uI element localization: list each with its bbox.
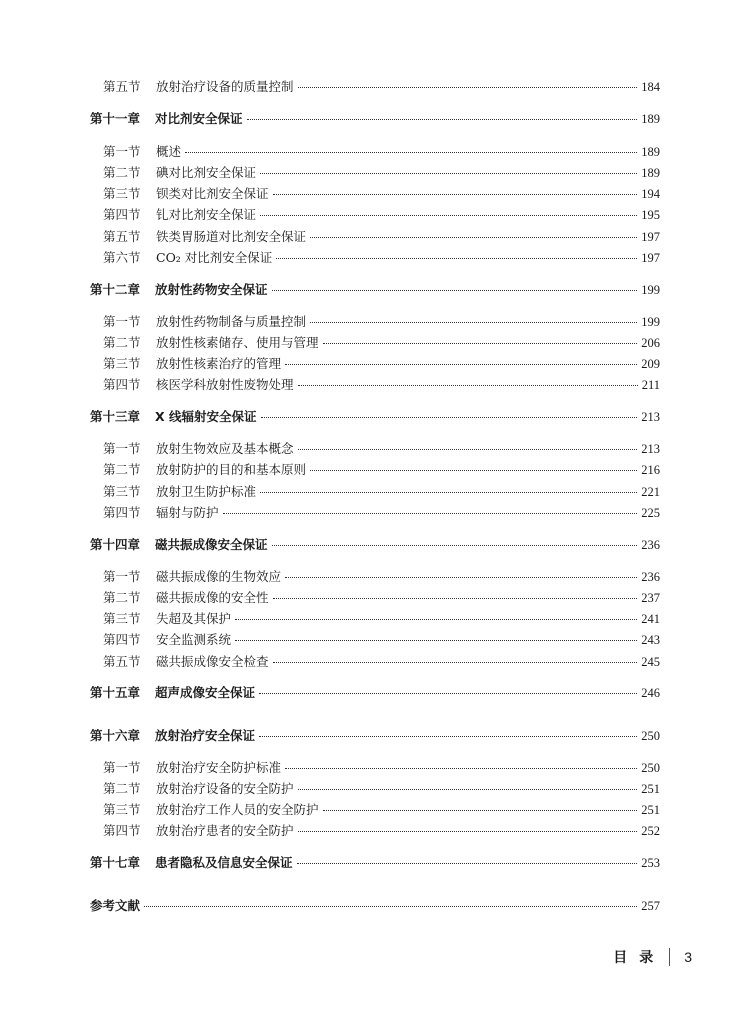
dot-leader bbox=[323, 333, 638, 344]
entry-title: CO₂ 对比剂安全保证 bbox=[156, 250, 273, 265]
entry-page-number: 213 bbox=[641, 442, 660, 456]
toc-entry[interactable] bbox=[103, 590, 660, 606]
entry-number: 第四节 bbox=[103, 207, 141, 222]
dot-leader bbox=[247, 109, 638, 120]
entry-page-number: 250 bbox=[641, 761, 660, 775]
entry-title: 铁类胃肠道对比剂安全保证 bbox=[156, 229, 307, 244]
entry-page-number: 195 bbox=[641, 208, 660, 222]
entry-page-number: 252 bbox=[641, 824, 660, 838]
dot-leader bbox=[273, 588, 638, 599]
toc-chapter-entry[interactable] bbox=[90, 282, 660, 298]
entry-title: 放射性核素储存、使用与管理 bbox=[156, 335, 319, 350]
toc-entry[interactable] bbox=[103, 335, 660, 351]
dot-leader bbox=[273, 652, 638, 663]
chapter-page-number: 189 bbox=[641, 112, 660, 126]
references-page-number: 257 bbox=[641, 899, 660, 913]
toc-chapter-entry[interactable] bbox=[90, 409, 660, 425]
toc-entry[interactable] bbox=[103, 377, 660, 393]
entry-title: 碘对比剂安全保证 bbox=[156, 165, 257, 180]
dot-leader bbox=[261, 407, 638, 418]
entry-page-number: 236 bbox=[641, 570, 660, 584]
entry-number: 第五节 bbox=[103, 654, 141, 669]
toc-entry[interactable] bbox=[103, 165, 660, 181]
entry-page-number: 206 bbox=[641, 336, 660, 350]
dot-leader bbox=[235, 630, 637, 641]
dot-leader bbox=[310, 227, 637, 238]
entry-page-number: 199 bbox=[641, 315, 660, 329]
chapter-number: 第十二章 bbox=[90, 282, 141, 297]
entry-title: 放射生物效应及基本概念 bbox=[156, 441, 294, 456]
footer-divider bbox=[669, 948, 670, 966]
toc-entry[interactable] bbox=[103, 505, 660, 521]
entry-title: 概述 bbox=[156, 144, 182, 159]
toc-entry[interactable] bbox=[103, 441, 660, 457]
entry-page-number: 237 bbox=[641, 591, 660, 605]
chapter-page-number: 236 bbox=[641, 538, 660, 552]
chapter-number: 第十六章 bbox=[90, 728, 141, 743]
toc-chapter-entry[interactable] bbox=[90, 685, 660, 701]
entry-title: 放射治疗安全防护标准 bbox=[156, 760, 282, 775]
dot-leader bbox=[273, 184, 638, 195]
entry-number: 第四节 bbox=[103, 632, 141, 647]
dot-leader bbox=[259, 726, 637, 737]
entry-number: 第四节 bbox=[103, 823, 141, 838]
toc-entry[interactable] bbox=[103, 356, 660, 372]
dot-leader bbox=[260, 482, 637, 493]
entry-title: 放射治疗工作人员的安全防护 bbox=[156, 802, 319, 817]
entry-page-number: 251 bbox=[641, 803, 660, 817]
entry-title: 放射治疗设备的质量控制 bbox=[156, 79, 294, 94]
entry-title: 放射治疗设备的安全防护 bbox=[156, 781, 294, 796]
entry-title: 磁共振成像的安全性 bbox=[156, 590, 269, 605]
entry-number: 第五节 bbox=[103, 229, 141, 244]
entry-number: 第一节 bbox=[103, 441, 141, 456]
entry-number: 第一节 bbox=[103, 144, 141, 159]
entry-number: 第二节 bbox=[103, 781, 141, 796]
entry-number: 第三节 bbox=[103, 802, 141, 817]
entry-title: 放射治疗患者的安全防护 bbox=[156, 823, 294, 838]
dot-leader bbox=[276, 248, 637, 259]
entry-number: 第一节 bbox=[103, 760, 141, 775]
page-footer bbox=[613, 947, 692, 967]
entry-title: 失超及其保护 bbox=[156, 611, 232, 626]
entry-title: 核医学科放射性废物处理 bbox=[156, 377, 294, 392]
entry-title: 放射性药物制备与质量控制 bbox=[156, 314, 307, 329]
entry-title: 放射防护的目的和基本原则 bbox=[156, 462, 307, 477]
chapter-title: X 线辐射安全保证 bbox=[155, 409, 257, 424]
toc-chapter-entry[interactable] bbox=[90, 728, 660, 744]
footer-page-number: 3 bbox=[684, 949, 692, 965]
entry-number: 第二节 bbox=[103, 590, 141, 605]
entry-page-number: 184 bbox=[641, 80, 660, 94]
entry-page-number: 209 bbox=[641, 357, 660, 371]
entry-page-number: 197 bbox=[641, 251, 660, 265]
dot-leader bbox=[298, 77, 638, 88]
entry-page-number: 243 bbox=[641, 633, 660, 647]
dot-leader bbox=[223, 503, 638, 514]
entry-page-number: 194 bbox=[641, 187, 660, 201]
dot-leader bbox=[298, 821, 638, 832]
chapter-number: 第十五章 bbox=[90, 685, 141, 700]
entry-title: 磁共振成像的生物效应 bbox=[156, 569, 282, 584]
chapter-title: 超声成像安全保证 bbox=[155, 685, 256, 700]
toc-entry[interactable] bbox=[103, 144, 660, 160]
chapter-title: 患者隐私及信息安全保证 bbox=[155, 855, 293, 870]
entry-page-number: 189 bbox=[641, 145, 660, 159]
entry-page-number: 189 bbox=[641, 166, 660, 180]
toc-entry[interactable] bbox=[103, 760, 660, 776]
entry-number: 第一节 bbox=[103, 314, 141, 329]
chapter-number: 第十三章 bbox=[90, 409, 141, 424]
toc-entry[interactable] bbox=[103, 654, 660, 670]
toc-entry[interactable] bbox=[103, 802, 660, 818]
entry-number: 第三节 bbox=[103, 484, 141, 499]
entry-page-number: 197 bbox=[641, 230, 660, 244]
chapter-page-number: 199 bbox=[641, 283, 660, 297]
dot-leader bbox=[185, 142, 637, 153]
chapter-title: 放射治疗安全保证 bbox=[155, 728, 256, 743]
entry-title: 钡类对比剂安全保证 bbox=[156, 186, 269, 201]
dot-leader bbox=[272, 280, 638, 291]
entry-title: 安全监测系统 bbox=[156, 632, 232, 647]
dot-leader bbox=[285, 567, 637, 578]
chapter-number: 第十一章 bbox=[90, 111, 141, 126]
entry-title: 钆对比剂安全保证 bbox=[156, 207, 257, 222]
toc-entry[interactable] bbox=[103, 186, 660, 202]
entry-number: 第三节 bbox=[103, 356, 141, 371]
toc-entry[interactable] bbox=[103, 250, 660, 266]
chapter-page-number: 246 bbox=[641, 686, 660, 700]
toc-entry[interactable] bbox=[103, 781, 660, 797]
entry-number: 第一节 bbox=[103, 569, 141, 584]
entry-number: 第二节 bbox=[103, 462, 141, 477]
footer-section-label: 目录 bbox=[613, 950, 666, 966]
toc-entry[interactable] bbox=[103, 484, 660, 500]
entry-number: 第三节 bbox=[103, 611, 141, 626]
entry-number: 第四节 bbox=[103, 377, 141, 392]
entry-number: 第二节 bbox=[103, 165, 141, 180]
toc-chapter-entry[interactable] bbox=[90, 537, 660, 553]
entry-page-number: 221 bbox=[641, 485, 660, 499]
dot-leader bbox=[260, 205, 637, 216]
chapter-page-number: 250 bbox=[641, 729, 660, 743]
toc-chapter-entry[interactable] bbox=[90, 111, 660, 127]
entry-page-number: 211 bbox=[641, 378, 660, 392]
entry-page-number: 216 bbox=[641, 463, 660, 477]
toc-entry[interactable] bbox=[103, 569, 660, 585]
toc-entry[interactable] bbox=[103, 314, 660, 330]
dot-leader bbox=[260, 163, 637, 174]
dot-leader bbox=[310, 312, 637, 323]
chapter-number: 第十七章 bbox=[90, 855, 141, 870]
toc-entry[interactable] bbox=[103, 229, 660, 245]
entry-number: 第二节 bbox=[103, 335, 141, 350]
dot-leader bbox=[285, 758, 637, 769]
toc-entry[interactable] bbox=[103, 207, 660, 223]
dot-leader bbox=[259, 683, 637, 694]
entry-number: 第六节 bbox=[103, 250, 141, 265]
entry-number: 第三节 bbox=[103, 186, 141, 201]
chapter-page-number: 253 bbox=[641, 856, 660, 870]
entry-page-number: 241 bbox=[641, 612, 660, 626]
chapter-title: 放射性药物安全保证 bbox=[155, 282, 268, 297]
toc-entry[interactable] bbox=[103, 462, 660, 478]
chapter-title: 对比剂安全保证 bbox=[155, 111, 243, 126]
toc-references-entry[interactable] bbox=[90, 898, 660, 914]
toc-entry[interactable] bbox=[103, 632, 660, 648]
dot-leader bbox=[298, 779, 638, 790]
dot-leader bbox=[297, 853, 638, 864]
toc-entry[interactable] bbox=[103, 79, 660, 95]
dot-leader bbox=[310, 460, 637, 471]
references-title: 参考文献 bbox=[90, 898, 141, 913]
dot-leader bbox=[235, 609, 637, 620]
chapter-title: 磁共振成像安全保证 bbox=[155, 537, 268, 552]
toc-entry[interactable] bbox=[103, 611, 660, 627]
entry-number: 第四节 bbox=[103, 505, 141, 520]
dot-leader bbox=[323, 800, 638, 811]
dot-leader bbox=[298, 375, 638, 386]
chapter-number: 第十四章 bbox=[90, 537, 141, 552]
entry-page-number: 251 bbox=[641, 782, 660, 796]
toc-entry[interactable] bbox=[103, 823, 660, 839]
entry-title: 放射卫生防护标准 bbox=[156, 484, 257, 499]
entry-page-number: 225 bbox=[641, 506, 660, 520]
entry-title: 辐射与防护 bbox=[156, 505, 219, 520]
dot-leader bbox=[144, 896, 637, 907]
entry-number: 第五节 bbox=[103, 79, 141, 94]
entry-page-number: 245 bbox=[641, 655, 660, 669]
entry-title: 放射性核素治疗的管理 bbox=[156, 356, 282, 371]
dot-leader bbox=[285, 354, 637, 365]
chapter-page-number: 213 bbox=[641, 410, 660, 424]
dot-leader bbox=[298, 439, 638, 450]
entry-title: 磁共振成像安全检查 bbox=[156, 654, 269, 669]
dot-leader bbox=[272, 535, 638, 546]
toc-chapter-entry[interactable] bbox=[90, 855, 660, 871]
